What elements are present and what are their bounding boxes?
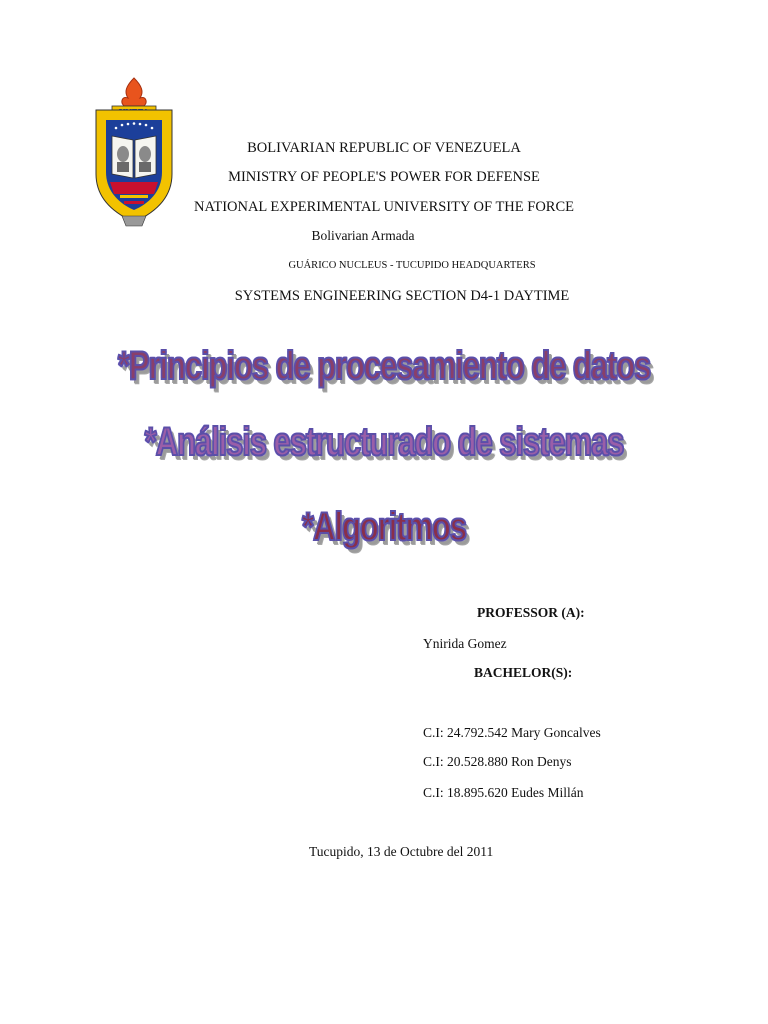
student-2: C.I: 20.528.880 Ron Denys <box>423 754 572 769</box>
student-3: C.I: 18.895.620 Eudes Millán <box>423 785 584 800</box>
flame-icon <box>122 78 146 106</box>
header-nucleus: GUÁRICO NUCLEUS - TUCUPIDO HEADQUARTERS <box>288 260 536 271</box>
header-ministry: MINISTRY OF PEOPLE'S POWER FOR DEFENSE <box>228 169 540 185</box>
title-line-2: *Análisis estructurado de sistemas <box>144 420 624 464</box>
header-university: NATIONAL EXPERIMENTAL UNIVERSITY OF THE FORCE <box>194 199 574 215</box>
header-country: BOLIVARIAN REPUBLIC OF VENEZUELA <box>247 140 521 156</box>
student-1: C.I: 24.792.542 Mary Goncalves <box>423 725 601 740</box>
header-section: SYSTEMS ENGINEERING SECTION D4-1 DAYTIME <box>234 288 570 304</box>
bachelor-label: BACHELOR(S): <box>474 665 573 680</box>
place-date: Tucupido, 13 de Octubre del 2011 <box>309 844 494 859</box>
header-armada: Bolivarian Armada <box>311 228 415 243</box>
professor-label: PROFESSOR (A): <box>477 605 585 620</box>
title-line-3: *Algoritmos <box>302 505 466 549</box>
professor-name: Ynirida Gomez <box>423 636 507 651</box>
title-line-1: *Principios de procesamiento de datos <box>117 344 651 388</box>
